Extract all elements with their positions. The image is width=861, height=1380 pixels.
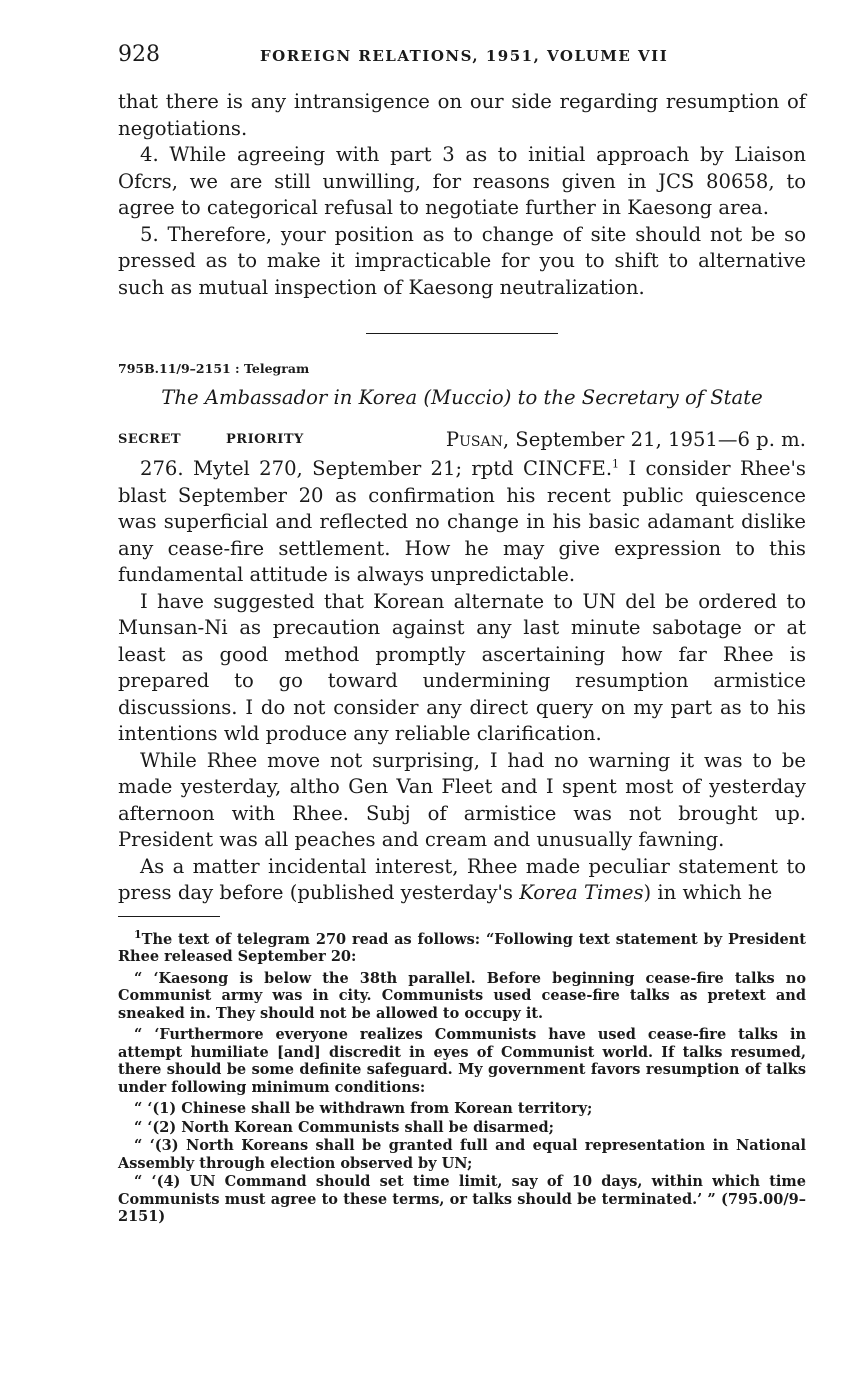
document-page <box>118 40 806 1227</box>
footnote-condition-4: “ ‘(4) UN Command should set time limit, say of 10 days, within which time Communists must agree to these terms, or talks should be terminated.’ ” (795.00/9–2151) <box>118 1173 806 1225</box>
document-title: The Ambassador in Korea (Muccio) to the Secretary of State <box>161 386 763 409</box>
telegram-paragraph-4 <box>118 854 806 907</box>
telegram-paragraph-3: While Rhee move not surprising, I had no warning it was to be made yesterday, altho Gen Van Fleet and I spent most of yesterday afternoon with Rhee. Subj of armistice was not brought up. President was all peaches and cream and unusually fawning. <box>118 748 806 851</box>
continued-paragraph: that there is any intransigence on our side regarding resumption of negotiations. <box>118 90 806 140</box>
footnote-quote-1: “ ‘Kaesong is below the 38th parallel. Before beginning cease-fire talks no Communist army was in city. Communists used cease-fire talks as pretext and sneaked in. They should not be allowed to occupy it. <box>118 969 806 1022</box>
footnote-condition-2: “ ‘(2) North Korean Communists shall be disarmed; <box>134 1118 554 1136</box>
file-reference: 795B.11/9–2151 : Telegram <box>118 361 310 376</box>
footnote-quote-2: “ ‘Furthermore everyone realizes Communists have used cease-fire talks in attempt humiliate [and] discredit in eyes of Communist world. If talks resumed, there should be some definite safeguard. My government favors resumption of talks under following minimum conditions: <box>118 1026 806 1096</box>
footnote-condition-3: “ ‘(3) North Koreans shall be granted full and equal representation in National Assembly through election observed by UN; <box>118 1137 806 1172</box>
numbered-paragraph-5: 5. Therefore, your position as to change of site should not be so pressed as to make it impracticable for you to shift to alternative such as mutual inspection of Kaesong neutralization. <box>118 222 806 299</box>
date-time: , September 21, 1951—6 p. m. <box>502 428 806 451</box>
telegram-body <box>118 456 806 907</box>
telegram-paragraph-1-start: 276. Mytel 270, September 21; rptd CINCFE. <box>140 457 613 480</box>
classification-label: SECRET <box>118 432 182 447</box>
footnote-1-text: The text of telegram 270 read as follows: “Following text statement by President Rhee released September 20: <box>118 930 806 965</box>
page-header <box>118 40 806 74</box>
numbered-paragraph-4: 4. While agreeing with part 3 as to initial approach by Liaison Ofcrs, we are still unwilling, for reasons given in JCS 80658, to agree to categorical refusal to negotiate further in Kaesong area. <box>118 143 806 219</box>
section-divider <box>366 333 558 334</box>
place-and-date <box>446 428 806 451</box>
footnote-marker: 1 <box>134 927 142 941</box>
priority-label: PRIORITY <box>226 432 304 447</box>
preceding-document-text <box>118 89 806 301</box>
running-head: FOREIGN RELATIONS, 1951, VOLUME VII <box>260 47 669 65</box>
telegram-paragraph-4-end: ) in which he <box>643 881 773 904</box>
telegram-paragraph-2: I have suggested that Korean alternate to UN del be ordered to Munsan-Ni as precaution against any last minute sabotage or at least as good method promptly ascertaining how far Rhee is prepared to go toward undermining resumption armistice discussions. I do not consider any direct query on my part as to his intentions wld produce any reliable clarification. <box>118 589 806 745</box>
place-name: Pusan <box>445 428 503 451</box>
footnote-1 <box>118 927 806 966</box>
telegram-paragraph-4-start: As a matter incidental interest, Rhee made peculiar statement to press day before (published yesterday's <box>118 854 806 904</box>
footnote-divider <box>118 916 220 917</box>
telegram-paragraph-1 <box>118 456 806 589</box>
footnote-condition-1: “ ‘(1) Chinese shall be withdrawn from Korean territory; <box>134 1100 593 1117</box>
footnote-reference: 1 <box>612 457 620 471</box>
telegram-paragraph-1-rest: I consider Rhee's blast September 20 as confirmation his recent public quiescence was superficial and reflected no change in his basic adamant dislike any cease-fire settlement. How he may give expression to this fundamental attitude is always unpredictable. <box>118 457 806 586</box>
page-number: 928 <box>118 42 160 67</box>
newspaper-title: Korea Times <box>519 881 644 904</box>
dateline <box>118 428 806 456</box>
footnotes <box>118 927 806 1226</box>
